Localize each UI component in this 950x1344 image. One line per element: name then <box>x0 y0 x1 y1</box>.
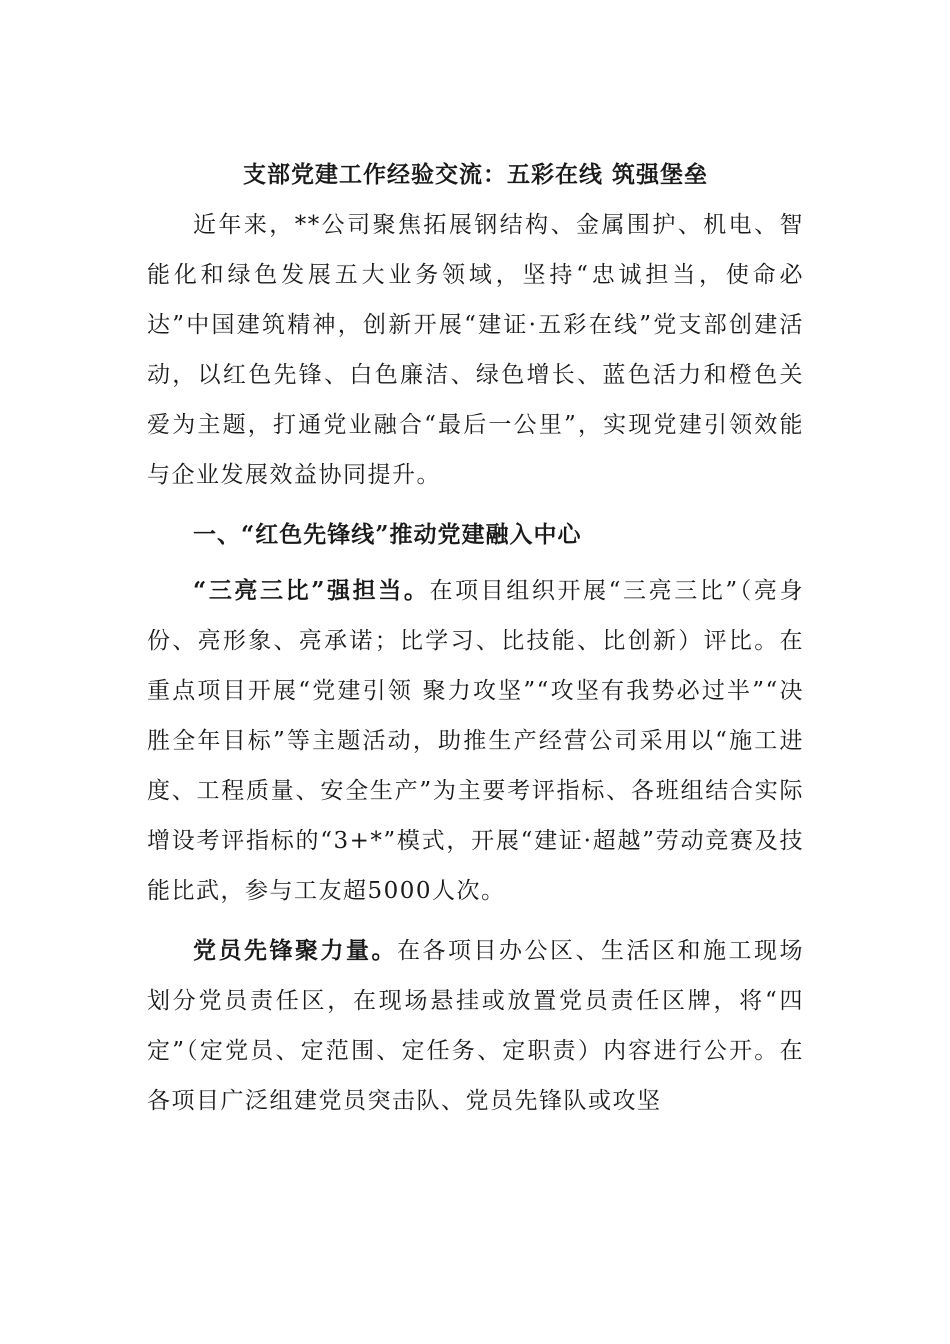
paragraph-dangyuan-xianfeng <box>147 926 804 1126</box>
paragraph-san-liang-san-bi <box>147 566 804 916</box>
paragraph-body: 在各项目办公区、生活区和施工现场划分党员责任区，在现场悬挂或放置党员责任区牌，将“四定”（定党员、定范围、定任务、定职责）内容进行公开。在各项目广泛组建党员突击队、党员先锋队或攻坚 <box>147 938 804 1114</box>
document-title: 支部党建工作经验交流：五彩在线 筑强堡垒 <box>242 161 708 188</box>
document-page <box>147 152 804 1126</box>
paragraph-body: 在项目组织开展“三亮三比”（亮身份、亮形象、亮承诺；比学习、比技能、比创新）评比。在重点项目开展“党建引领 聚力攻坚”“攻坚有我势必过半”“决胜全年目标”等主题活动，助推生产经营公司采用以“施工进度、工程质量、安全生产”为主要考评指标、各班组结合实际增设考评指标的“3+*”模式，开展“建证·超越”劳动竞赛及技能比武，参与工友超5000人次。 <box>147 578 804 904</box>
section-heading-1: 一、“红色先锋线”推动党建融入中心 <box>193 521 582 548</box>
paragraph-lead: 党员先锋聚力量。 <box>193 937 397 964</box>
intro-paragraph: 近年来，**公司聚焦拓展钢结构、金属围护、机电、智能化和绿色发展五大业务领域，坚持“忠诚担当，使命必达”中国建筑精神，创新开展“建证·五彩在线”党支部创建活动，以红色先锋、白色廉洁、绿色增长、蓝色活力和橙色关爱为主题，打通党业融合“最后一公里”，实现党建引领效能与企业发展效益协同提升。 <box>147 212 804 488</box>
paragraph-lead: “三亮三比”强担当。 <box>193 577 430 604</box>
